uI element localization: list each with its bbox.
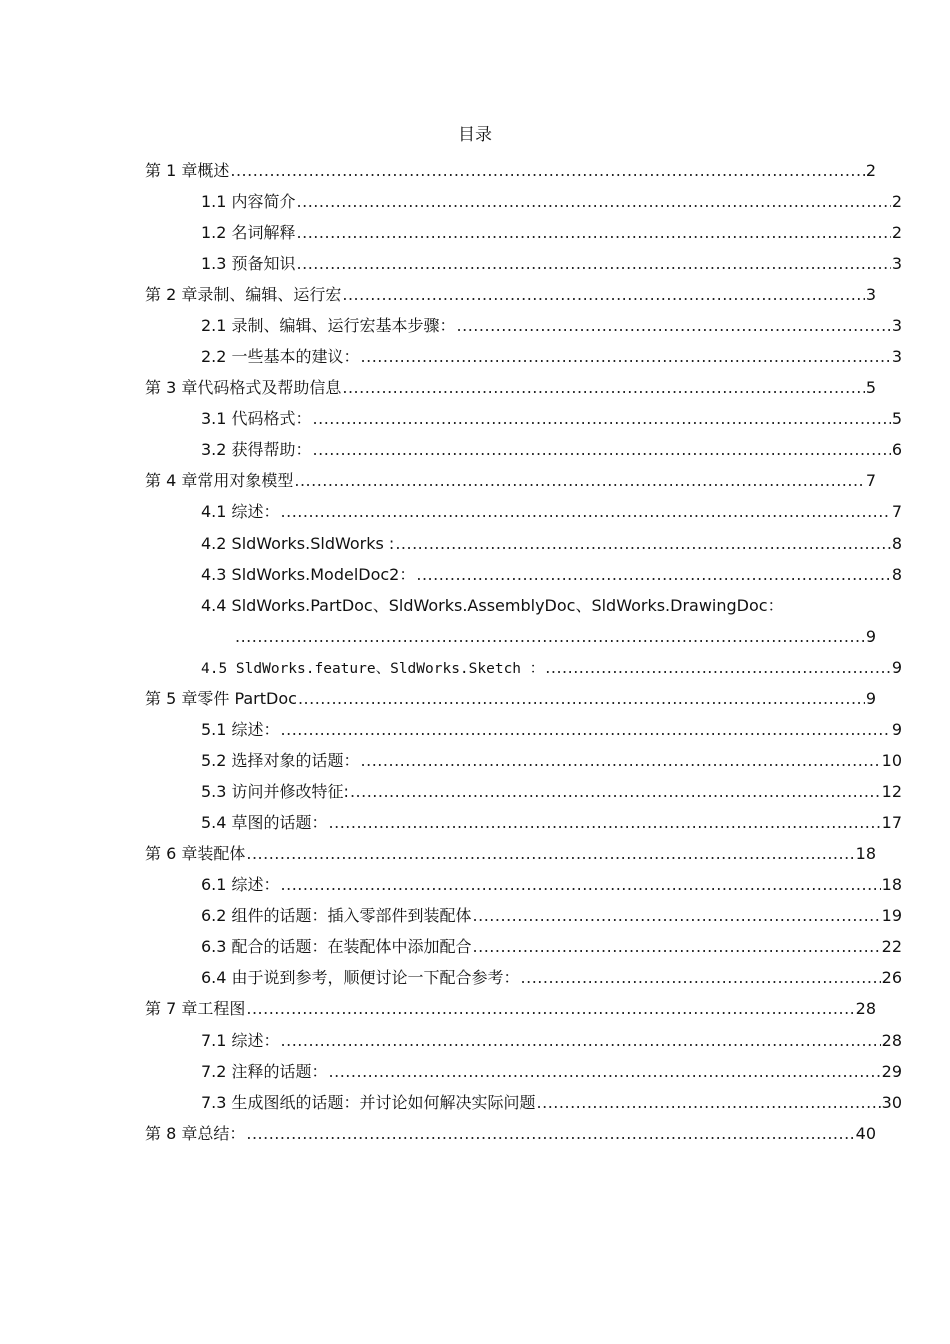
page-number: 3 <box>891 254 902 273</box>
leader-dots <box>361 341 891 372</box>
section-title: 5.1 综述： <box>201 720 280 739</box>
page-number: 22 <box>881 937 902 956</box>
chapter-number: 第 5 章 <box>145 689 198 708</box>
leader-dots <box>416 559 890 590</box>
toc-section-7-2[interactable] <box>201 1056 902 1087</box>
page-number: 9 <box>865 627 876 646</box>
toc-chapter-2[interactable] <box>145 279 876 310</box>
leader-dots <box>281 714 891 745</box>
toc-section-5-3[interactable] <box>201 776 902 807</box>
toc-section-1-3[interactable] <box>201 248 902 279</box>
leader-dots <box>473 931 881 962</box>
toc-section-6-3[interactable] <box>201 931 902 962</box>
section-title: 7.2 注释的话题： <box>201 1062 328 1081</box>
page-number: 40 <box>855 1124 876 1143</box>
page-number: 7 <box>891 502 902 521</box>
leader-dots <box>246 993 854 1024</box>
page-number: 7 <box>865 471 876 490</box>
leader-dots <box>297 248 891 279</box>
page-number: 9 <box>891 658 902 677</box>
leader-dots <box>521 962 881 993</box>
leader-dots <box>230 155 864 186</box>
section-title: 4.4 SldWorks.PartDoc、SldWorks.AssemblyDoc、SldWorks.DrawingDoc： <box>201 596 784 615</box>
page-number: 26 <box>881 968 902 987</box>
toc-title: 目录 <box>458 125 492 145</box>
leader-dots <box>281 496 891 527</box>
page-number: 9 <box>865 689 876 708</box>
chapter-title: 工程图 <box>197 999 246 1018</box>
leader-dots <box>361 745 881 776</box>
page-number: 28 <box>855 999 876 1018</box>
section-title: 1.1 内容简介 <box>201 192 296 211</box>
chapter-title: 装配体 <box>197 844 246 863</box>
toc-section-4-4[interactable] <box>201 590 902 621</box>
leader-dots <box>329 1056 881 1087</box>
section-title: 7.1 综述： <box>201 1031 280 1050</box>
leader-dots <box>342 279 864 310</box>
chapter-number: 第 2 章 <box>145 285 198 304</box>
section-title: 4.2 SldWorks.SldWorks : <box>201 534 395 553</box>
section-title: 2.2 一些基本的建议： <box>201 347 360 366</box>
page-number: 18 <box>855 844 876 863</box>
leader-dots <box>313 403 891 434</box>
toc-chapter-7[interactable] <box>145 993 876 1024</box>
toc-chapter-1[interactable] <box>145 155 876 186</box>
page-number: 2 <box>891 223 902 242</box>
chapter-number: 第 8 章 <box>145 1124 198 1143</box>
leader-dots <box>313 434 891 465</box>
toc-section-3-2[interactable] <box>201 434 902 465</box>
page-number: 2 <box>865 161 876 180</box>
leader-dots <box>350 776 881 807</box>
page-number: 3 <box>891 316 902 335</box>
toc-section-4-5[interactable] <box>201 652 902 683</box>
page-number: 6 <box>891 440 902 459</box>
section-title: 4.3 SldWorks.ModelDoc2： <box>201 565 416 584</box>
toc-chapter-3[interactable] <box>145 372 876 403</box>
section-title: 7.3 生成图纸的话题：并讨论如何解决实际问题 <box>201 1093 536 1112</box>
toc-section-5-2[interactable] <box>201 745 902 776</box>
toc-section-2-2[interactable] <box>201 341 902 372</box>
toc-section-5-4[interactable] <box>201 807 902 838</box>
toc-chapter-4[interactable] <box>145 465 876 496</box>
toc-section-4-2[interactable] <box>201 528 902 559</box>
chapter-title: 录制、编辑、运行宏 <box>197 285 342 304</box>
leader-dots <box>297 186 891 217</box>
page-number: 9 <box>891 720 902 739</box>
leader-dots <box>545 652 891 683</box>
chapter-number: 第 7 章 <box>145 999 198 1018</box>
page-number: 17 <box>881 813 902 832</box>
toc-section-7-1[interactable] <box>201 1025 902 1056</box>
page-number: 18 <box>881 875 902 894</box>
section-title: 5.3 访问并修改特征: <box>201 782 349 801</box>
leader-dots <box>395 528 891 559</box>
toc-section-6-4[interactable] <box>201 962 902 993</box>
chapter-number: 第 1 章 <box>145 161 198 180</box>
chapter-title: 总结： <box>197 1124 246 1143</box>
page-number: 5 <box>891 409 902 428</box>
page-number: 19 <box>881 906 902 925</box>
section-title: 4.1 综述： <box>201 502 280 521</box>
leader-dots <box>281 869 881 900</box>
section-title: 3.1 代码格式： <box>201 409 312 428</box>
toc-section-6-1[interactable] <box>201 869 902 900</box>
section-title: 3.2 获得帮助： <box>201 440 312 459</box>
toc-section-6-2[interactable] <box>201 900 902 931</box>
chapter-number: 第 6 章 <box>145 844 198 863</box>
leader-dots <box>298 683 865 714</box>
leader-dots <box>342 372 864 403</box>
page-number: 29 <box>881 1062 902 1081</box>
toc-section-1-2[interactable] <box>201 217 902 248</box>
toc-section-5-1[interactable] <box>201 714 902 745</box>
toc-section-7-3[interactable] <box>201 1087 902 1118</box>
chapter-title: 常用对象模型 <box>197 471 294 490</box>
toc-section-4-1[interactable] <box>201 496 902 527</box>
chapter-number: 第 4 章 <box>145 471 198 490</box>
section-title: 1.3 预备知识 <box>201 254 296 273</box>
page-number: 28 <box>881 1031 902 1050</box>
page-number: 5 <box>865 378 876 397</box>
section-title: 6.1 综述： <box>201 875 280 894</box>
page-number: 8 <box>891 534 902 553</box>
page-number: 12 <box>881 782 902 801</box>
leader-dots <box>235 621 865 652</box>
page-number: 3 <box>865 285 876 304</box>
page-number: 30 <box>881 1093 902 1112</box>
section-title: 5.4 草图的话题： <box>201 813 328 832</box>
section-title: 1.2 名词解释 <box>201 223 296 242</box>
toc-chapter-5[interactable] <box>145 683 876 714</box>
toc-section-2-1[interactable] <box>201 310 902 341</box>
toc-chapter-6[interactable] <box>145 838 876 869</box>
leader-dots <box>297 217 891 248</box>
chapter-title: 代码格式及帮助信息 <box>197 378 342 397</box>
chapter-title: 概述 <box>197 161 230 180</box>
leader-dots <box>294 465 864 496</box>
page-number: 3 <box>891 347 902 366</box>
leader-dots <box>329 807 881 838</box>
page-number: 10 <box>881 751 902 770</box>
leader-dots <box>457 310 891 341</box>
chapter-title: 零件 PartDoc <box>197 689 297 708</box>
leader-dots <box>246 838 854 869</box>
section-title: 6.4 由于说到参考，顺便讨论一下配合参考： <box>201 968 520 987</box>
toc-section-3-1[interactable] <box>201 403 902 434</box>
section-title: 5.2 选择对象的话题： <box>201 751 360 770</box>
section-title: 6.3 配合的话题：在装配体中添加配合 <box>201 937 472 956</box>
section-title: 4.5 SldWorks.feature、SldWorks.Sketch ： <box>201 661 545 677</box>
leader-dots <box>537 1087 881 1118</box>
toc-section-4-3[interactable] <box>201 559 902 590</box>
toc-chapter-8[interactable] <box>145 1118 876 1149</box>
section-title: 2.1 录制、编辑、运行宏基本步骤： <box>201 316 456 335</box>
page-number: 2 <box>891 192 902 211</box>
section-title: 6.2 组件的话题：插入零部件到装配体 <box>201 906 472 925</box>
leader-dots <box>246 1118 854 1149</box>
toc-section-1-1[interactable] <box>201 186 902 217</box>
chapter-number: 第 3 章 <box>145 378 198 397</box>
page-number: 8 <box>891 565 902 584</box>
toc-section-4-4-continuation[interactable] <box>234 621 876 652</box>
leader-dots <box>281 1025 881 1056</box>
leader-dots <box>473 900 881 931</box>
